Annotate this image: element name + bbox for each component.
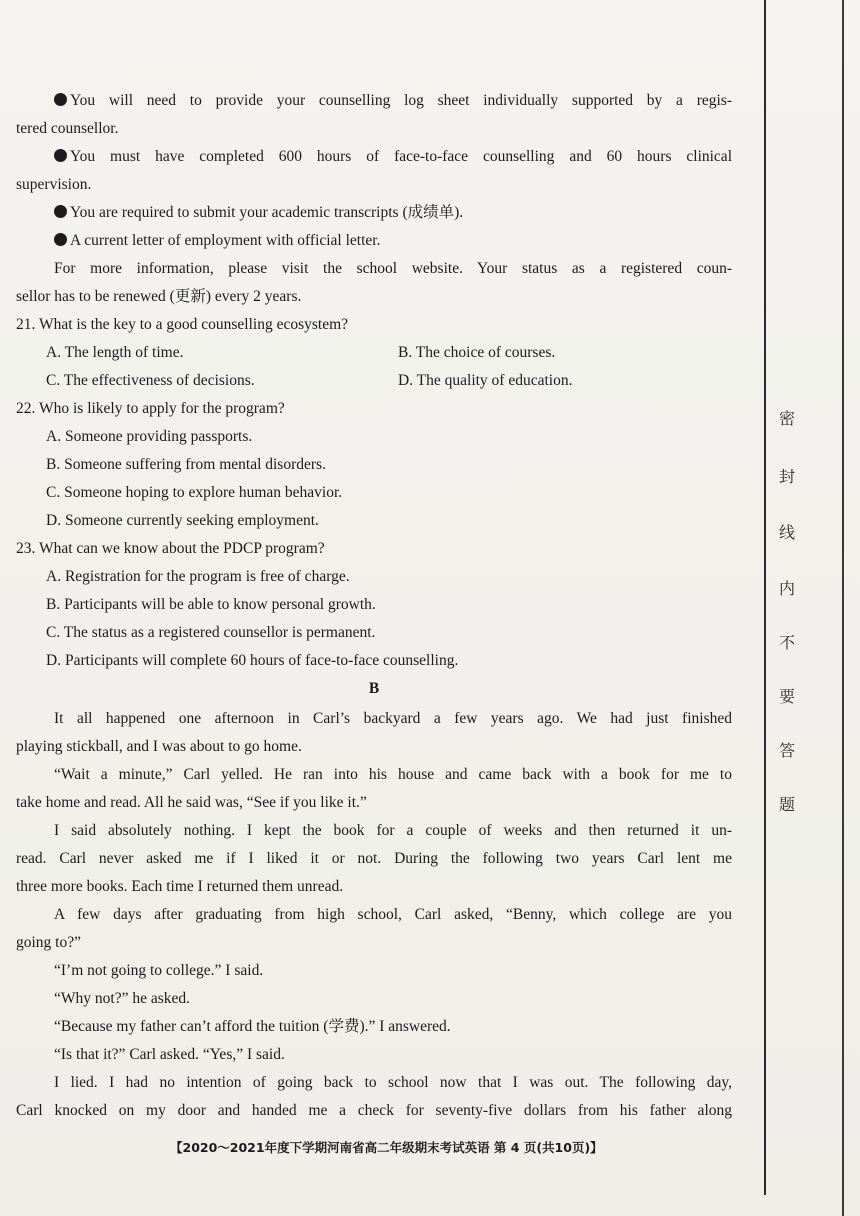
question-option: B. Someone suffering from mental disorders. <box>46 456 326 473</box>
bullet-dot-icon <box>54 149 67 162</box>
seal-char: 题 <box>778 795 795 814</box>
paragraph-line: going to?” <box>16 934 81 951</box>
paragraph-line: I said absolutely nothing. I kept the book for a couple of weeks and then returned it un- <box>54 822 732 839</box>
bullet-item-cont: supervision. <box>16 176 92 193</box>
paragraph-line: “Because my father can’t afford the tuition (学费).” I answered. <box>54 1018 451 1035</box>
question-option: A. The length of time. <box>46 344 184 361</box>
bullet-dot-icon <box>54 205 67 218</box>
paragraph-line: A few days after graduating from high school, Carl asked, “Benny, which college are you <box>54 906 732 923</box>
paragraph-line: I lied. I had no intention of going back to school now that I was out. The following day, <box>54 1074 732 1091</box>
paragraph-line: three more books. Each time I returned them unread. <box>16 878 344 895</box>
paragraph-line: “I’m not going to college.” I said. <box>54 962 264 979</box>
paragraph-line: take home and read. All he said was, “See if you like it.” <box>16 794 367 811</box>
seal-line-margin <box>762 0 860 1216</box>
seal-line-right <box>842 0 844 1216</box>
question-stem: 22. Who is likely to apply for the program? <box>16 400 285 417</box>
question-option: B. Participants will be able to know personal growth. <box>46 596 376 613</box>
paragraph-line: For more information, please visit the school website. Your status as a registered coun- <box>54 260 732 277</box>
paragraph-line: It all happened one afternoon in Carl’s backyard a few years ago. We had just finished <box>54 710 732 727</box>
question-option: C. Someone hoping to explore human behavior. <box>46 484 343 501</box>
question-option: A. Someone providing passports. <box>46 428 253 445</box>
seal-char: 密 <box>778 409 795 428</box>
bullet-item: A current letter of employment with official letter. <box>54 230 732 252</box>
question-option: D. Participants will complete 60 hours of face-to-face counselling. <box>46 652 459 669</box>
bullet-item: You must have completed 600 hours of face-to-face counselling and 60 hours clinical <box>54 146 732 168</box>
question-option: D. The quality of education. <box>398 372 573 389</box>
seal-line-left <box>764 0 766 1195</box>
seal-char: 答 <box>778 741 795 760</box>
seal-char: 内 <box>778 579 795 598</box>
paragraph-line: read. Carl never asked me if I liked it or not. During the following two years Carl lent me <box>16 850 732 867</box>
paragraph-line: playing stickball, and I was about to go home. <box>16 738 302 755</box>
page-footer: 【2020～2021年度下学期河南省高二年级期末考试英语 第 4 页(共10页)】 <box>170 1140 603 1155</box>
paragraph-line: sellor has to be renewed (更新) every 2 years. <box>16 288 302 305</box>
paragraph-line: “Is that it?” Carl asked. “Yes,” I said. <box>54 1046 285 1063</box>
bullet-item-cont: tered counsellor. <box>16 120 119 137</box>
seal-char: 要 <box>778 687 795 706</box>
bullet-item: You will need to provide your counselling log sheet individually supported by a regis- <box>54 90 732 112</box>
question-option: A. Registration for the program is free of charge. <box>46 568 350 585</box>
paragraph-line: “Wait a minute,” Carl yelled. He ran into his house and came back with a book for me to <box>54 766 732 783</box>
seal-char: 封 <box>778 467 795 486</box>
seal-char: 线 <box>778 523 795 542</box>
question-option: C. The status as a registered counsellor is permanent. <box>46 624 376 641</box>
paragraph-line: Carl knocked on my door and handed me a check for seventy-five dollars from his father along <box>16 1102 732 1119</box>
bullet-item: You are required to submit your academic transcripts (成绩单). <box>54 202 732 224</box>
bullet-dot-icon <box>54 93 67 106</box>
question-option: D. Someone currently seeking employment. <box>46 512 319 529</box>
paragraph-line: “Why not?” he asked. <box>54 990 190 1007</box>
question-stem: 21. What is the key to a good counselling ecosystem? <box>16 316 349 333</box>
question-option: B. The choice of courses. <box>398 344 556 361</box>
seal-char: 不 <box>778 633 795 652</box>
question-stem: 23. What can we know about the PDCP program? <box>16 540 325 557</box>
question-option: C. The effectiveness of decisions. <box>46 372 255 389</box>
section-heading: B <box>368 680 380 697</box>
bullet-dot-icon <box>54 233 67 246</box>
